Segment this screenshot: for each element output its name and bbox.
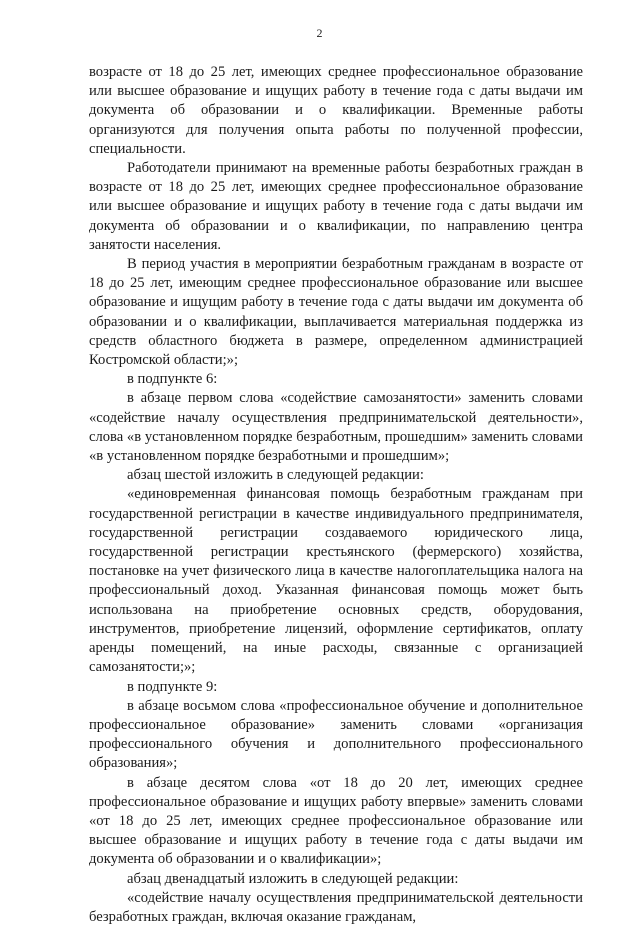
paragraph: В период участия в мероприятии безработным гражданам в возрасте от 18 до 25 лет, имеющим среднее профессиональное образование или высшее образование и ищущим работу в течение года с даты выдачи им документа об образовании и о квалификации, выплачивается материальная поддержка из средств областного бюджета в размере, определенном администрацией Костромской области;»; xyxy=(89,256,583,369)
paragraph: в абзаце десятом слова «от 18 до 20 лет, имеющих среднее профессиональное образование и ищущих работу впервые» заменить словами «от 18 до 25 лет, имеющих среднее профессиональное образование или высшее образование и ищущих работу в течение года с даты выдачи им документа об образовании и о квалификации»; xyxy=(89,774,583,868)
paragraph: Работодатели принимают на временные работы безработных граждан в возрасте от 18 до 25 лет, имеющих среднее профессиональное образование или высшее образование и ищущих работу в течение года с даты выдачи им документа об образовании и о квалификации, по направлению центра занятости населения. xyxy=(89,160,583,253)
paragraph: «содействие началу осуществления предпринимательской деятельности безработных граждан, включая оказание гражданам, xyxy=(89,889,583,925)
paragraph: в абзаце первом слова «содействие самозанятости» заменить словами «содействие началу осуществления предпринимательской деятельности», слова «в установленном порядке безработным, прошедшим» заменить словами «в установленном порядке безработными и прошедшим»; xyxy=(89,390,583,465)
document-body xyxy=(89,63,583,927)
paragraph: в абзаце восьмом слова «профессиональное обучение и дополнительное профессиональное образование» заменить словами «организация профессионального обучения и дополнительного профессионального образования»; xyxy=(89,697,583,772)
paragraph: в подпункте 9: xyxy=(127,678,218,695)
paragraph: «единовременная финансовая помощь безработным гражданам при государственной регистрации в качестве индивидуального предпринимателя, государственной регистрации создаваемого юридического лица, государственной регистрации крестьянского (фермерского) хозяйства, постановке на учет физического лица в качестве налогоплательщика налога на профессиональный доход. Указанная финансовая помощь может быть использована на приобретение основных средств, оборудования, инструментов, приобретение лицензий, оформление сертификатов, оплату аренды помещений, на иные расходы, связанные с организацией самозанятости;»; xyxy=(89,486,583,676)
paragraph: в подпункте 6: xyxy=(127,371,218,388)
page-number: 2 xyxy=(316,26,323,40)
paragraph: абзац двенадцатый изложить в следующей редакции: xyxy=(127,870,459,887)
paragraph: возрасте от 18 до 25 лет, имеющих среднее профессиональное образование или высшее образование и ищущих работу в течение года с даты выдачи им документа об образовании и о квалификации. Временные работы организуются для получения опыта работы по полученной профессии, специальности. xyxy=(89,64,583,157)
paragraph: абзац шестой изложить в следующей редакции: xyxy=(127,467,424,484)
